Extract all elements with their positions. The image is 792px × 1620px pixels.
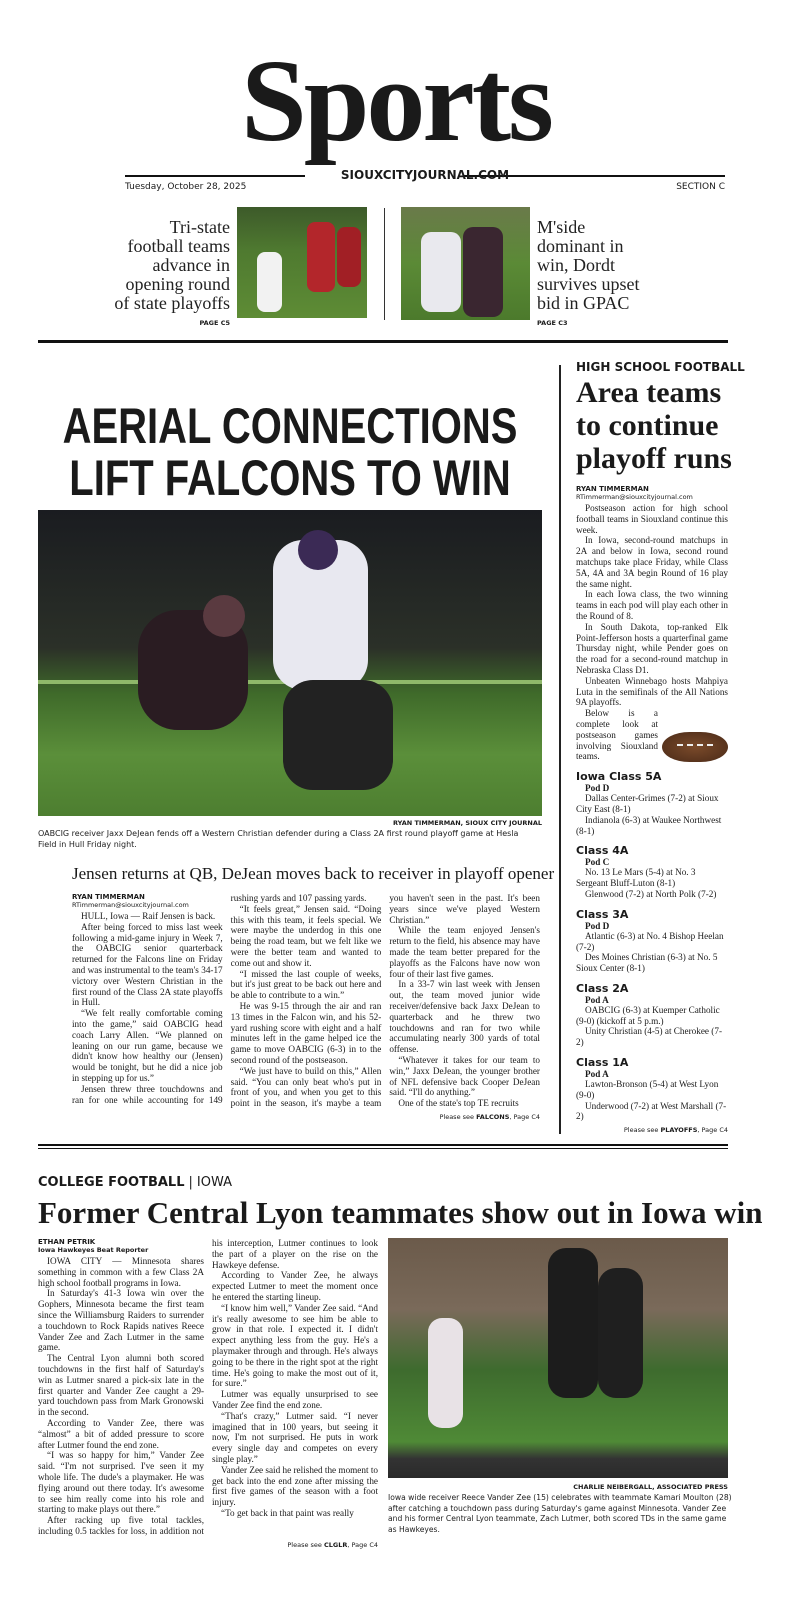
section-label: SECTION C <box>676 182 725 192</box>
photo-credit: CHARLIE NEIBERGALL, ASSOCIATED PRESS <box>573 1483 728 1491</box>
jump-suffix: , Page C4 <box>347 1541 378 1549</box>
class-heading: Class 2A <box>576 981 629 995</box>
site-line <box>125 170 725 180</box>
jump-key: CLGLR <box>323 1541 348 1549</box>
class-heading: Iowa Class 5A <box>576 770 662 784</box>
jump-line[interactable] <box>38 1541 378 1549</box>
jump-prefix: Please see <box>623 1126 661 1134</box>
photo-credit: RYAN TIMMERMAN, SIOUX CITY JOURNAL <box>393 819 542 827</box>
kicker: COLLEGE FOOTBALL <box>38 1175 185 1190</box>
paragraph: He was 9-15 through the air and ran 13 times in the Falcon win, and his 52-yard rushing score with eight and a half minutes left in the game helped ice the game to move OABCIG (6-3) in to the second round of the postseason. <box>230 1000 382 1065</box>
game-listing: Unity Christian (4-5) at Cherokee (7-2) <box>576 1026 723 1048</box>
paragraph: Postseason action for high school football teams in Siouxland continue this week. <box>576 503 728 535</box>
byline: ETHAN PETRIK <box>38 1238 96 1246</box>
jump-key: FALCONS <box>476 1113 510 1121</box>
player-shape <box>463 227 503 317</box>
paragraph: After racking up five total tackles, including 0.5 tackles for loss, in addition not his interception, Lutmer continues to look the part of a player on the rise on the Hawkeye defense. <box>38 1238 378 1536</box>
author-role: Iowa Hawkeyes Beat Reporter <box>38 1246 149 1254</box>
teaser-photo-right <box>401 207 530 320</box>
jump-prefix: Please see <box>439 1113 477 1121</box>
jump-key: PLAYOFFS <box>660 1126 698 1134</box>
paragraph: In Iowa, second-round matchups in 2A and below in Iowa, second round matchups take place Friday, while Class 5A, 4A and 3A begin Round of 16 play the same night. <box>576 535 728 589</box>
divider <box>38 1148 728 1149</box>
jump-suffix: , Page C4 <box>697 1126 728 1134</box>
headline-line: AERIAL CONNECTIONS <box>62 398 518 454</box>
lead-body <box>72 893 540 1109</box>
paragraph: In a 33-7 win last week with Jensen out, the team moved junior wide receiver/defensive back Jaxx DeJean to quarterback and he threw two touchdowns and ran for two while accumulating nearly 300 yards of total offense. <box>389 979 540 1055</box>
pod-label: Pod A <box>585 994 609 1005</box>
jump-prefix: Please see <box>287 1541 324 1549</box>
game-listing: Dallas Center-Grimes (7-2) at Sioux City East (8-1) <box>576 793 719 814</box>
kicker-separator: | <box>188 1175 193 1190</box>
headline-line: LIFT FALCONS TO WIN <box>69 450 511 506</box>
paragraph: Vander Zee said he relished the moment to get back into the end zone after missing the first five games of the season with a foot injury. <box>212 1464 378 1508</box>
kicker-sub: IOWA <box>196 1175 233 1190</box>
pod-label: Pod A <box>585 1069 609 1080</box>
paragraph: “I was so happy for him,” Vander Zee said. “I'm not surprised. I've seen it my whole life. The dude's a playmaker. He was flying around out there today. It's awesome to see him really come into his role and starting to make plays out there.” <box>38 1450 204 1515</box>
paragraph: “It feels great,” Jensen said. “Doing this with this team, it feels special. We were maybe the underdog in this one being the road team, but we felt like we were the better team and wanted to come out and show it. <box>230 903 382 968</box>
paragraph: According to Vander Zee, there was “almost” a bit of added pressure to score after Lutmer found the end zone. <box>38 1417 204 1450</box>
sidebar-kicker: HIGH SCHOOL FOOTBALL <box>576 360 745 374</box>
player-15 <box>548 1248 598 1398</box>
player-minnesota <box>428 1318 463 1428</box>
college-body <box>38 1238 378 1537</box>
paragraph: “Whatever it takes for our team to win,” Jaxx DeJean, the younger brother of NFL defensive back Cooper DeJean said. “I'll do anything.” <box>389 1054 540 1098</box>
paragraph: In each Iowa class, the two winning teams in each pod will play each other in the Round of 8. <box>576 589 728 621</box>
lead-subhead: Jensen returns at QB, DeJean moves back to receiver in playoff opener <box>72 864 555 883</box>
game-listing: Glenwood (7-2) at North Polk (7-2) <box>585 888 717 899</box>
paragraph: Below is a complete look at postseason games involving Siouxland teams. <box>576 708 658 762</box>
paragraph: In South Dakota, top-ranked Elk Point-Jefferson hosts a quarterfinal game Thursday night, while Pender goes on the road for a second-round matchup in Nebraska Class D1. <box>576 621 728 675</box>
paragraph: After being forced to miss last week following a mid-game injury in Week 7, the OABCIG senior quarterback returned for the Falcons line on Friday and was instrumental to the team's 34-17 victory over Western Christian in the first round of the Class 2A state playoffs in Hull. <box>72 921 223 1008</box>
author-email[interactable]: RTimmerman@siouxcityjournal.com <box>72 901 189 909</box>
college-photo <box>388 1238 728 1478</box>
game-listing: Lawton-Bronson (5-4) at West Lyon (9-0) <box>576 1079 719 1100</box>
byline: RYAN TIMMERMAN <box>72 893 145 901</box>
teaser-right[interactable] <box>537 218 657 327</box>
player-shape <box>307 222 335 292</box>
player-28 <box>598 1268 643 1398</box>
paragraph: “That's crazy,” Lutmer said. “I never imagined that in 100 years, but seeing it now, I'm not surprised. He puts in work every single day and competes on every single play.” <box>212 1410 378 1464</box>
laces <box>677 744 713 747</box>
lead-headline[interactable] <box>38 400 542 504</box>
football-icon <box>662 732 728 762</box>
paragraph: IOWA CITY — Minnesota shares something in common with a few Class 2A high school football programs in Iowa. <box>38 1256 204 1288</box>
paragraph: In Saturday's 41-3 Iowa win over the Gophers, Minnesota became the first team since the Williamsburg Raiders to surrender a touchdown to Rock Rapids natives Reece Vander Zee and Zach Lutmer in the same game. <box>38 1288 204 1353</box>
teaser-headline[interactable]: Tri-state football teams advance in opening round of state playoffs <box>114 217 230 313</box>
byline: RYAN TIMMERMAN <box>576 485 649 493</box>
paragraph: Jensen threw three touchdowns and ran for one while accounting for 149 rushing yards and 107 passing yards. <box>72 893 367 1105</box>
teaser-page: PAGE C5 <box>199 319 230 327</box>
pod-label: Pod D <box>585 783 610 794</box>
teaser-left[interactable] <box>110 218 230 327</box>
paragraph: One of the state's top TE recruits <box>398 1098 519 1109</box>
photo-caption: OABCIG receiver Jaxx DeJean fends off a Western Christian defender during a Class 2A first round playoff game at Hesla Field in Hull Friday night. <box>38 829 519 849</box>
helmet <box>203 595 245 637</box>
college-headline[interactable]: Former Central Lyon teammates show out in Iowa win <box>38 1195 763 1230</box>
player-shape <box>337 227 361 287</box>
game-listing: OABCIG (6-3) at Kuemper Catholic (9-0) (kickoff at 5 p.m.) <box>576 1004 720 1026</box>
site-url[interactable]: SIOUXCITYJOURNAL.COM <box>340 168 510 182</box>
teaser-page: PAGE C3 <box>537 319 568 327</box>
teaser-photo-left <box>237 207 367 318</box>
class-heading: Class 1A <box>576 1056 629 1070</box>
player-shape <box>257 252 282 312</box>
paragraph: HULL, Iowa — Raif Jensen is back. <box>81 911 216 921</box>
game-listing: Underwood (7-2) at West Marshall (7-2) <box>576 1100 727 1122</box>
divider <box>38 340 728 343</box>
paragraph: Unbeaten Winnebago hosts Mahpiya Luta in the semifinals of the All Nations 9A playoffs. <box>576 675 728 708</box>
paragraph: “I missed the last couple of weeks, but it's just great to be back out here and be able to contribute to a win.” <box>230 968 382 1001</box>
class-heading: Class 3A <box>576 907 629 921</box>
jump-line[interactable] <box>576 1126 728 1134</box>
sidebar-headline[interactable]: Area teams to continue playoff runs <box>576 376 732 475</box>
author-email[interactable]: RTimmerman@siouxcityjournal.com <box>576 493 693 501</box>
game-listing: Des Moines Christian (6-3) at No. 5 Sioux Center (8-1) <box>576 952 718 974</box>
college-kicker <box>38 1175 232 1190</box>
player-legs <box>283 680 393 790</box>
teaser-headline[interactable]: M'side dominant in win, Dordt survives upset bid in GPAC <box>537 217 640 313</box>
jump-suffix: , Page C4 <box>509 1113 540 1121</box>
section-title: Sports <box>241 35 551 166</box>
player-shape <box>421 232 461 312</box>
sidebar-story <box>576 360 745 1122</box>
divider <box>384 208 385 320</box>
game-listing: Indianola (6-3) at Waukee Northwest (8-1) <box>576 814 722 836</box>
photo-caption: Iowa wide receiver Reece Vander Zee (15) celebrates with teammate Kamari Moulton (28) after catching a touchdown pass during Saturday's game against Minnesota. Vander Zee and his former Central Lyon teammate, Zach Lutmer, both scored TDs in the same game as Hawkeyes. <box>388 1493 732 1534</box>
paragraph: “We felt really comfortable coming into the game,” said OABCIG head coach Larry Allen. “We planned on leaning on our run game, because we didn't know how healthy our (Jensen) would be tonight, but he did a nice job in stepping up for us.” <box>72 1008 223 1083</box>
pod-label: Pod C <box>585 857 610 868</box>
issue-date: Tuesday, October 28, 2025 <box>125 182 247 192</box>
pod-label: Pod D <box>585 920 610 931</box>
game-listing: Atlantic (6-3) at No. 4 Bishop Heelan (7-2) <box>576 930 724 952</box>
paragraph: The Central Lyon alumni both scored touchdowns in the first half of Saturday's win as Lutmer snared a pick-six late in the first quarter and Vander Zee caught a 29-yard touchdown pass from Mark Gronowski in the second. <box>38 1353 204 1418</box>
paragraph: While the team enjoyed Jensen's return to the field, his absence may have made the team better prepared for the playoffs as the Falcons have now won four of their last five games. <box>389 925 540 979</box>
paragraph: According to Vander Zee, he always expected Lutmer to meet the moment once he entered the starting lineup. <box>212 1270 378 1302</box>
paragraph: “We just have to build on this,” Allen said. “You can only beat who's put in front of you, and when you get to this point in the season, it's maybe a team you haven't seen in the past. It's been years since we've played Western Christian.” <box>230 893 540 1109</box>
helmet <box>298 530 338 570</box>
lead-photo <box>38 510 542 816</box>
divider <box>38 1144 728 1146</box>
jump-line[interactable] <box>72 1113 540 1121</box>
class-heading: Class 4A <box>576 844 629 858</box>
paragraph: “I know him well,” Vander Zee said. “And it's really awesome to see him be able to grow in that role. I expected it. I didn't expect anything less from the guy. He's a playmaker through and through. He's always going to be there in the right spot at the right time. He's going to make the most out of it, for sure.” <box>212 1302 378 1389</box>
divider <box>559 365 561 1134</box>
game-listing: No. 13 Le Mars (5-4) at No. 3 Sergeant Bluff-Luton (8-1) <box>576 867 696 889</box>
paragraph: “To get back in that paint was really <box>221 1507 354 1518</box>
paragraph: Lutmer was equally unsurprised to see Vander Zee find the end zone. <box>212 1389 378 1410</box>
